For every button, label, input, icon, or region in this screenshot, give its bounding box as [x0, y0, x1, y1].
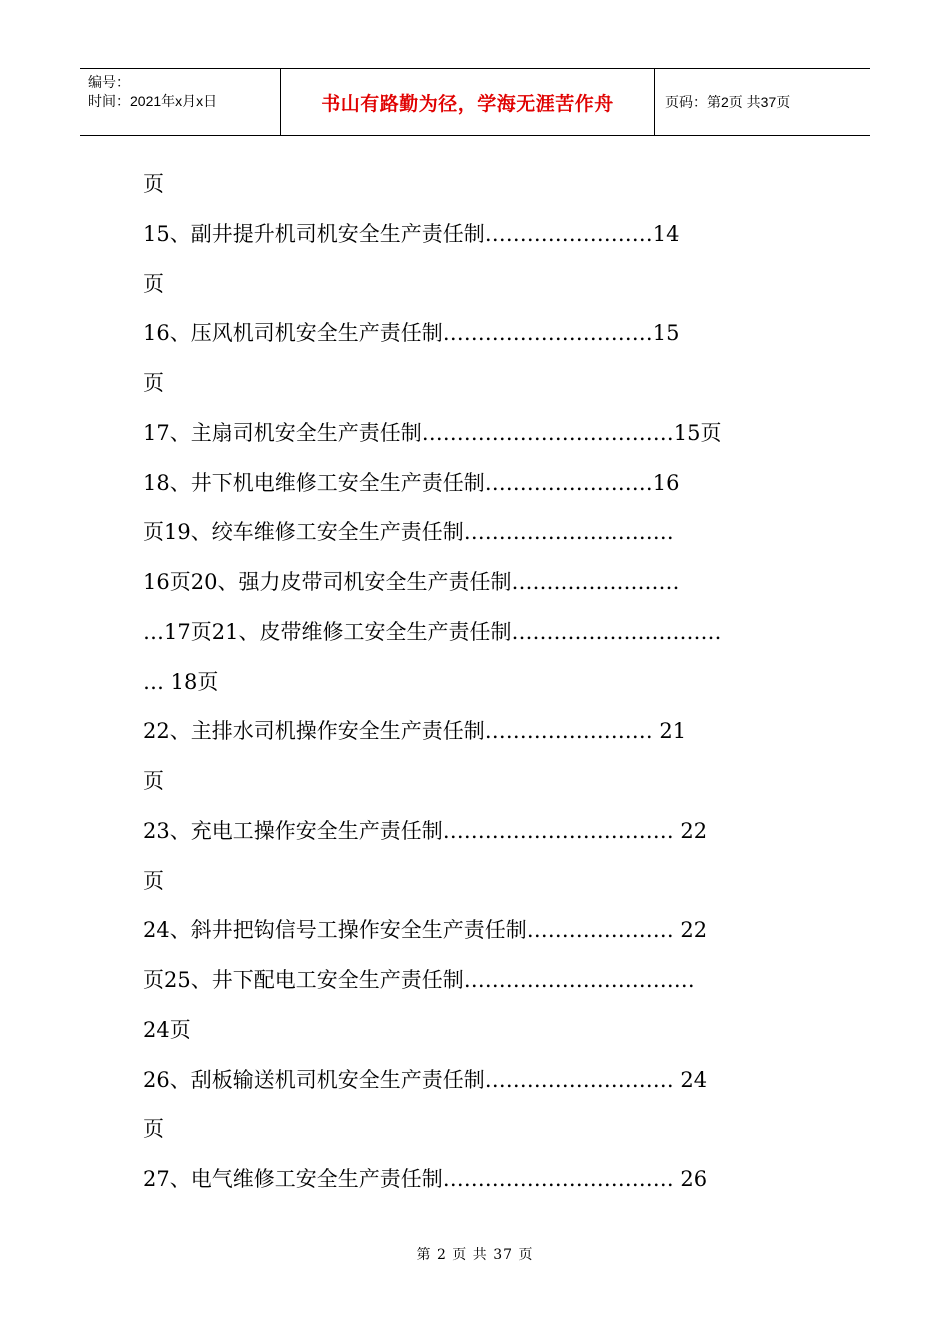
toc-line: 页	[143, 1117, 164, 1142]
toc-line: 16、压风机司机安全生产责任制…………………………15	[143, 321, 680, 346]
header-page-code-cell	[655, 69, 870, 135]
toc-line: 23、充电工操作安全生产责任制…………………………… 22	[143, 818, 708, 843]
toc-line: …17页21、皮带维修工安全生产责任制…………………………	[143, 619, 722, 644]
toc-line: 24页	[143, 1017, 191, 1042]
toc-line: 24、斜井把钩信号工操作安全生产责任制………………… 22	[143, 918, 708, 943]
footer-page-number: 第 2 页 共 37 页	[416, 1247, 534, 1263]
header-motto-cell	[281, 69, 655, 135]
header-meta-cell	[80, 69, 281, 135]
header-motto: 书山有路勤为径，学海无涯苦作舟	[321, 92, 614, 115]
toc-line: … 18页	[143, 669, 219, 694]
toc-line: 27、电气维修工安全生产责任制…………………………… 26	[143, 1167, 708, 1191]
page-header-table	[80, 68, 870, 136]
header-page-code: 页码：第2页 共37页	[665, 94, 791, 110]
toc-line: 26、刮板输送机司机安全生产责任制……………………… 24	[143, 1067, 708, 1092]
toc-line: 页19、绞车维修工安全生产责任制…………………………	[143, 520, 674, 545]
toc-line: 18、井下机电维修工安全生产责任制……………………16	[143, 470, 680, 495]
toc-line: 页	[143, 868, 164, 893]
toc-line: 页25、井下配电工安全生产责任制……………………………	[143, 968, 695, 992]
table-of-contents	[143, 160, 807, 1205]
toc-line: 页	[143, 769, 164, 793]
toc-line: 页	[143, 271, 164, 296]
toc-line: 15、副井提升机司机安全生产责任制……………………14	[143, 221, 680, 246]
document-number-label: 编号：	[88, 74, 130, 90]
toc-line: 页	[143, 371, 164, 395]
toc-line: 16页20、强力皮带司机安全生产责任制……………………	[143, 570, 680, 594]
toc-line: 22、主排水司机操作安全生产责任制…………………… 21	[143, 719, 687, 744]
document-date-label: 时间：2021年x月x日	[88, 93, 218, 109]
toc-line: 17、主扇司机安全生产责任制………………………………15页	[143, 420, 722, 445]
toc-line: 页	[143, 172, 164, 196]
page-footer	[0, 1244, 950, 1264]
